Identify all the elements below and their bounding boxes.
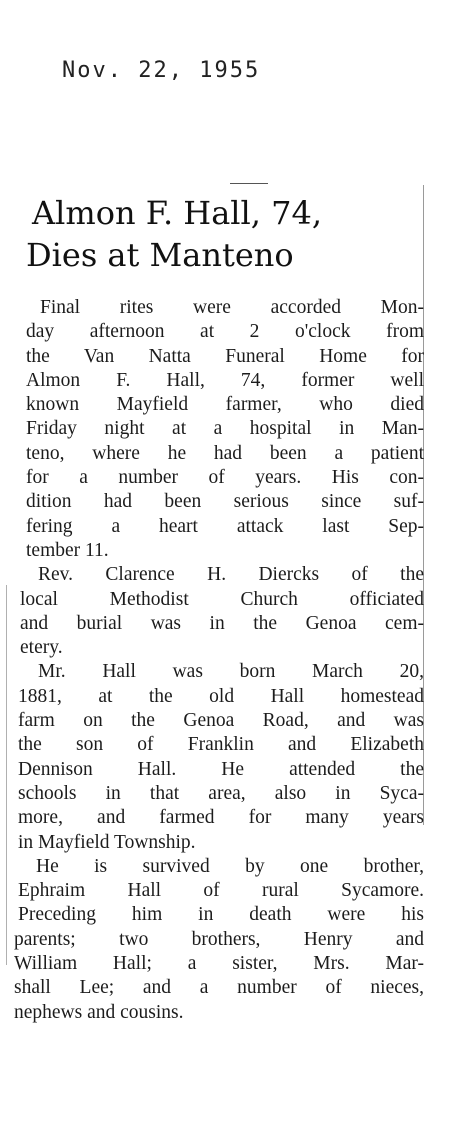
text-line: Dennison Hall. He attended the (18, 758, 424, 780)
column-edge-left (6, 585, 7, 965)
text-line: Rev. Clarence H. Diercks of the (38, 564, 424, 586)
text-line: Almon F. Hall, 74, former well (26, 369, 424, 391)
text-line: Ephraim Hall of rural Sycamore. (18, 880, 424, 902)
text-line: and burial was in the Genoa cem- (20, 612, 424, 634)
text-line: day afternoon at 2 o'clock from (26, 321, 424, 343)
text-line: nephews and cousins. (14, 1001, 184, 1023)
text-line: Friday night at a hospital in Man- (26, 418, 424, 440)
paragraph (14, 855, 424, 1025)
text-line: 1881, at the old Hall homestead (18, 685, 424, 707)
text-line: dition had been serious since suf- (26, 491, 424, 513)
text-line: etery. (20, 637, 63, 659)
text-line: fering a heart attack last Sep- (26, 515, 424, 537)
text-line: Mr. Hall was born March 20, (38, 661, 424, 683)
text-line: William Hall; a sister, Mrs. Mar- (14, 953, 424, 975)
text-line: tember 11. (26, 539, 109, 561)
paragraph (14, 563, 424, 660)
text-line: the Van Natta Funeral Home for (26, 345, 424, 367)
text-line: shall Lee; and a number of nieces, (14, 977, 424, 999)
text-line: Preceding him in death were his (18, 904, 424, 926)
text-line: known Mayfield farmer, who died (26, 394, 424, 416)
text-line: in Mayfield Township. (18, 831, 196, 853)
text-line: He is survived by one brother, (36, 855, 424, 877)
text-line: local Methodist Church officiated (20, 588, 424, 610)
text-line: the son of Franklin and Elizabeth (18, 734, 424, 756)
headline-line: Dies at Manteno (26, 236, 294, 274)
paragraph (14, 296, 424, 563)
headline-line: Almon F. Hall, 74, (32, 194, 322, 232)
headline-rule (230, 183, 268, 184)
text-line: parents; two brothers, Henry and (14, 928, 424, 950)
clipping-date: Nov. 22, 1955 (62, 58, 261, 83)
headline (26, 192, 416, 276)
text-line: farm on the Genoa Road, and was (18, 710, 424, 732)
text-line: teno, where he had been a patient (26, 442, 424, 464)
text-line: Final rites were accorded Mon- (40, 297, 424, 318)
text-line: more, and farmed for many years (18, 807, 424, 829)
paragraph (14, 660, 424, 854)
text-line: schools in that area, also in Syca- (18, 782, 424, 804)
article-body (14, 296, 424, 1025)
text-line: for a number of years. His con- (26, 467, 424, 489)
